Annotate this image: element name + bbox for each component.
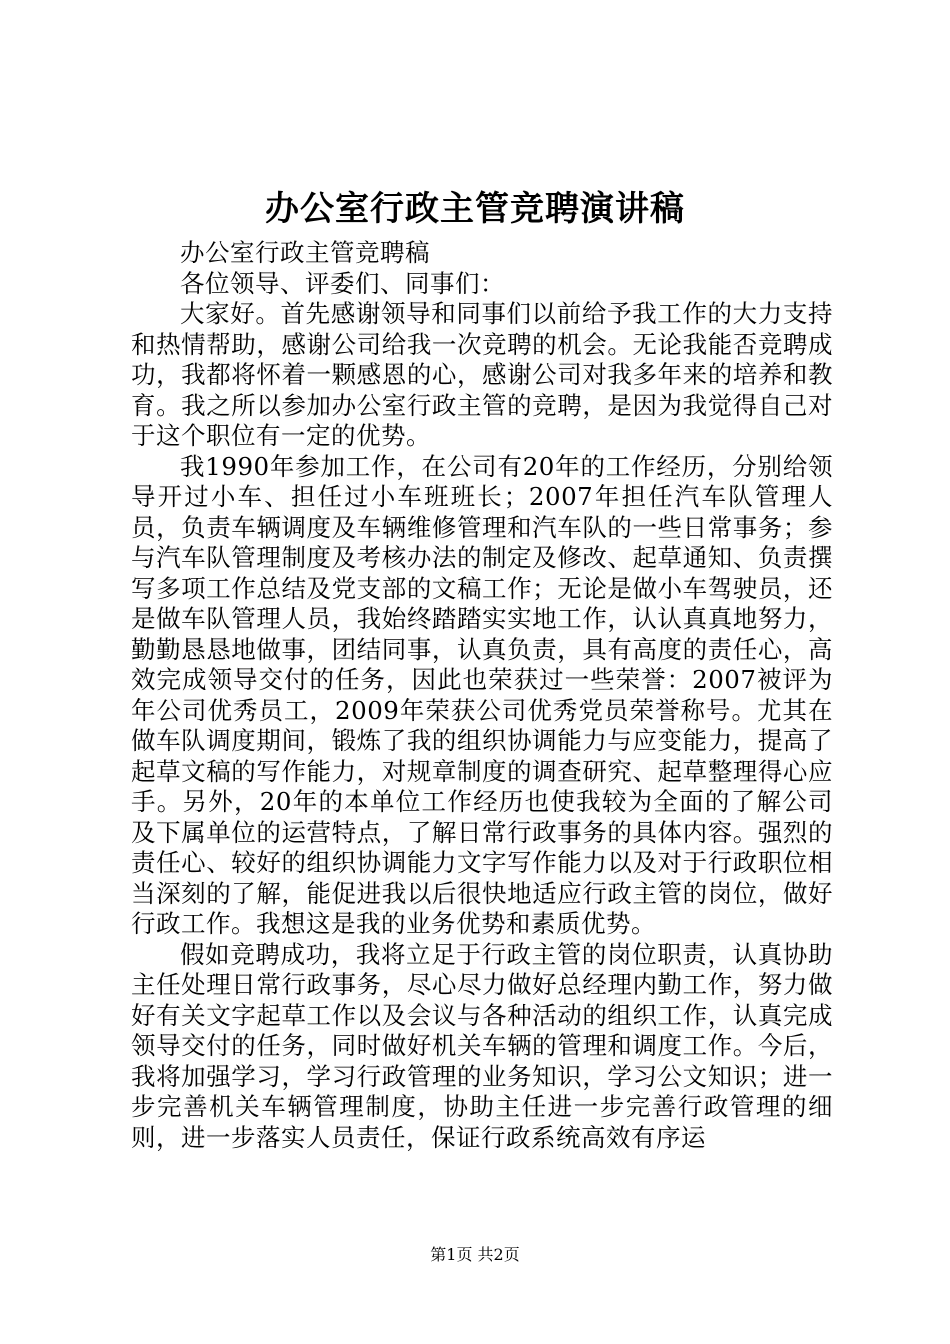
document-body (131, 238, 833, 1153)
body-paragraph-salutation: 各位领导、评委们、同事们： (180, 268, 505, 298)
body-paragraph-experience: 我1990年参加工作，在公司有20年的工作经历，分别给领导开过小车、担任过小车班班长；2007年担任汽车队管理人员，负责车辆调度及车辆维修管理和汽车队的一些日常事务；参与汽车队管理制度及考核办法的制定及修改、起草通知、负责撰写多项工作总结及党支部的文稿工作；无论是做小车驾驶员，还是做车队管理人员，我始终踏踏实实地工作，认认真真地努力，勤勤恳恳地做事，团结同事，认真负责，具有高度的责任心，高效完成领导交付的任务，因此也荣获过一些荣誉：2007被评为年公司优秀员工，2009年荣获公司优秀党员荣誉称号。尤其在做车队调度期间，锻炼了我的组织协调能力与应变能力，提高了起草文稿的写作能力，对规章制度的调查研究、起草整理得心应手。另外，20年的本单位工作经历也使我较为全面的了解公司及下属单位的运营特点，了解日常行政事务的具体内容。强烈的责任心、较好的组织协调能力文字写作能力以及对于行政职位相当深刻的了解，能促进我以后很快地适应行政主管的岗位，做好行政工作。我想这是我的业务优势和素质优势。 (131, 451, 833, 938)
body-paragraph-subtitle: 办公室行政主管竞聘稿 (180, 238, 430, 267)
document-title: 办公室行政主管竞聘演讲稿 (265, 189, 685, 229)
body-paragraph-intro: 大家好。首先感谢领导和同事们以前给予我工作的大力支持和热情帮助，感谢公司给我一次竞聘的机会。无论我能否竞聘成功，我都将怀着一颗感恩的心，感谢公司对我多年来的培养和教育。我之所以参加办公室行政主管的竞聘，是因为我觉得自己对于这个职位有一定的优势。 (131, 299, 833, 450)
body-paragraph-plan: 假如竞聘成功，我将立足于行政主管的岗位职责，认真协助主任处理日常行政事务，尽心尽力做好总经理内勤工作，努力做好有关文字起草工作以及会议与各种活动的组织工作，认真完成领导交付的任务，同时做好机关车辆的管理和调度工作。今后，我将加强学习，学习行政管理的业务知识，学习公文知识；进一步完善机关车辆管理制度，协助主任进一步完善行政管理的细则，进一步落实人员责任，保证行政系统高效有序运 (131, 939, 833, 1152)
page-number-footer: 第1页 共2页 (430, 1245, 520, 1264)
